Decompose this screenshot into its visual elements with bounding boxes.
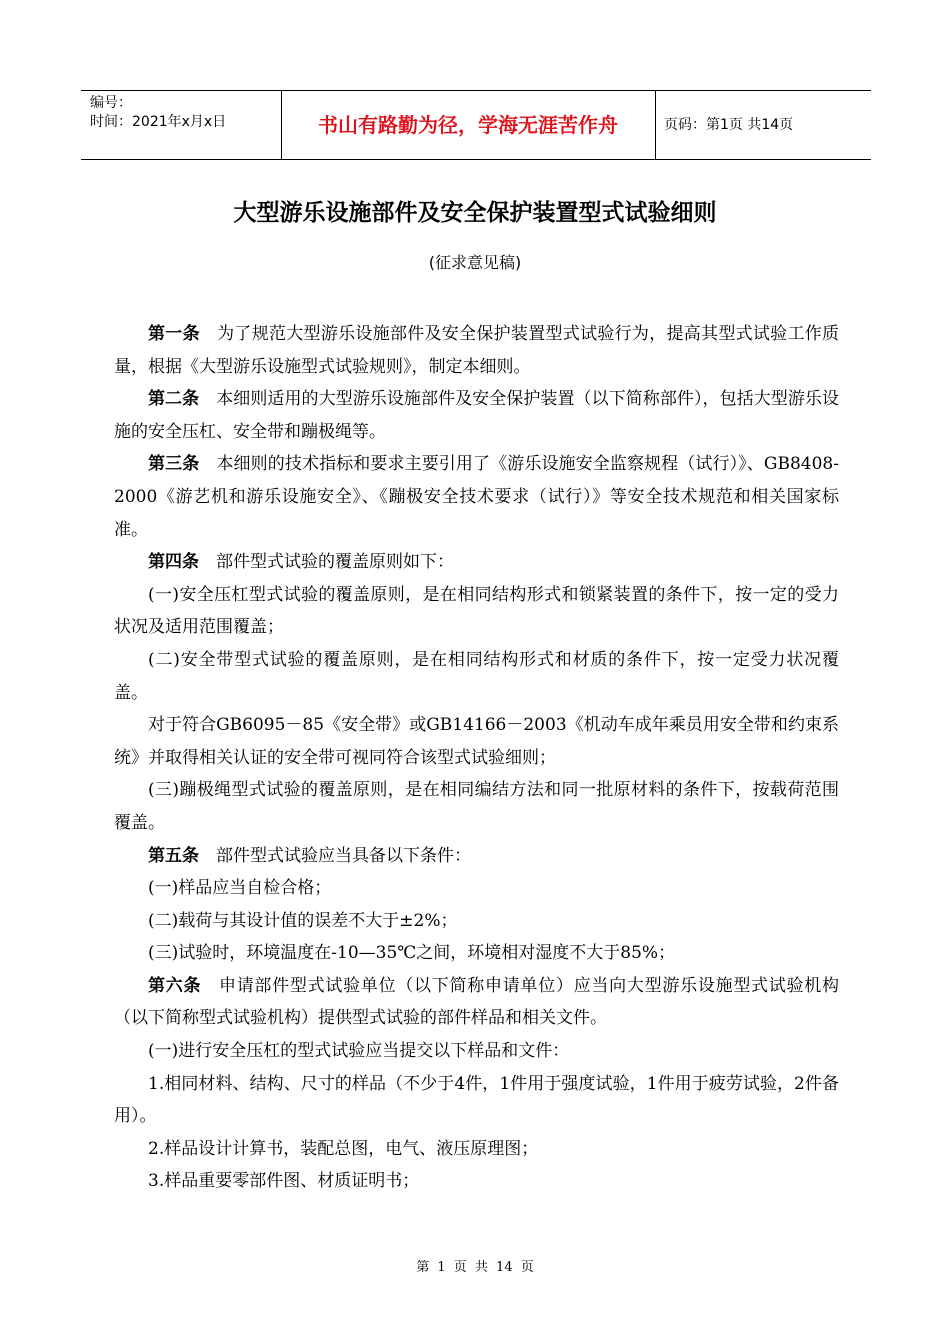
- document-title: 大型游乐设施部件及安全保护装置型式试验细则: [233, 200, 717, 226]
- article-lead: 第三条: [148, 454, 200, 475]
- paragraph-text: (一)安全压杠型式试验的覆盖原则，是在相同结构形式和锁紧装置的条件下，按一定的受力状况及适用范围覆盖；: [114, 584, 839, 638]
- paragraph-text: (三)试验时，环境温度在-10—35℃之间，环境相对湿度不大于85%；: [148, 943, 676, 964]
- paragraph-text: (三)蹦极绳型式试验的覆盖原则，是在相同编结方法和同一批原材料的条件下，按载荷范围覆盖。: [114, 780, 839, 833]
- article-paragraph: [114, 872, 839, 905]
- page-header: [81, 90, 871, 160]
- article-paragraph: [114, 1035, 839, 1068]
- paragraph-text: 本细则的技术指标和要求主要引用了《游乐设施安全监察规程（试行）》、GB8408-2000《游艺机和游乐设施安全》、《蹦极安全技术要求（试行）》等安全技术规范和相关国家标准。: [114, 454, 839, 540]
- header-page-info: 页码：第1页 共14页: [664, 117, 794, 133]
- article-paragraph: [114, 546, 839, 579]
- paragraph-text: 对于符合GB6095－85《安全带》或GB14166－2003《机动车成年乘员用安全带和约束系统》并取得相关认证的安全带可视同符合该型式试验细则；: [114, 715, 839, 768]
- article-paragraph: [114, 905, 839, 938]
- paragraph-text: (二)安全带型式试验的覆盖原则，是在相同结构形式和材质的条件下，按一定受力状况覆盖。: [114, 649, 839, 703]
- article-paragraph: [114, 774, 839, 839]
- paragraph-text: (二)载荷与其设计值的误差不大于±2%；: [148, 910, 458, 931]
- page-footer: 第 1 页 共 14 页: [416, 1260, 534, 1275]
- header-motto: 书山有路勤为径，学海无涯苦作舟: [281, 91, 656, 159]
- article-lead: 第四条: [148, 552, 199, 573]
- article-paragraph: [114, 1068, 839, 1133]
- paragraph-text: 本细则适用的大型游乐设施部件及安全保护装置（以下简称部件），包括大型游乐设施的安全压杠、安全带和蹦极绳等。: [114, 389, 839, 442]
- paragraph-text: (一)样品应当自检合格；: [148, 878, 332, 899]
- paragraph-text: (一)进行安全压杠的型式试验应当提交以下样品和文件：: [148, 1041, 570, 1062]
- article-paragraph: [114, 937, 839, 970]
- article-paragraph: [114, 579, 839, 644]
- article-paragraph: [114, 1165, 839, 1198]
- article-paragraph: [114, 970, 839, 1035]
- paragraph-text: 2.样品设计计算书，装配总图，电气、液压原理图；: [148, 1138, 539, 1159]
- article-lead: 第六条: [148, 975, 202, 996]
- article-paragraph: [114, 1133, 839, 1166]
- article-lead: 第五条: [148, 845, 199, 866]
- paragraph-text: 3.样品重要零部件图、材质证明书；: [148, 1171, 420, 1192]
- header-meta: [81, 91, 282, 159]
- article-paragraph: [114, 318, 839, 383]
- document-body: [114, 318, 839, 1198]
- paragraph-text: 申请部件型式试验单位（以下简称申请单位）应当向大型游乐设施型式试验机构（以下简称型式试验机构）提供型式试验的部件样品和相关文件。: [114, 975, 840, 1029]
- article-paragraph: [114, 383, 839, 448]
- paragraph-text: 1.相同材料、结构、尺寸的样品（不少于4件，1件用于强度试验，1件用于疲劳试验，2件备用）。: [114, 1073, 839, 1127]
- paragraph-text: 为了规范大型游乐设施部件及安全保护装置型式试验行为，提高其型式试验工作质量，根据《大型游乐设施型式试验规则》，制定本细则。: [114, 324, 840, 377]
- document-subtitle: (征求意见稿): [428, 253, 522, 272]
- article-paragraph: [114, 644, 839, 709]
- article-lead: 第二条: [148, 389, 200, 410]
- time-label: 时间：2021年x月x日: [90, 114, 227, 130]
- paragraph-text: 部件型式试验应当具备以下条件：: [199, 845, 471, 866]
- number-label: 编号：: [90, 95, 132, 111]
- article-paragraph: [114, 448, 839, 546]
- paragraph-text: 部件型式试验的覆盖原则如下：: [199, 552, 454, 573]
- article-lead: 第一条: [148, 324, 200, 344]
- article-paragraph: [114, 840, 839, 873]
- article-paragraph: [114, 709, 839, 774]
